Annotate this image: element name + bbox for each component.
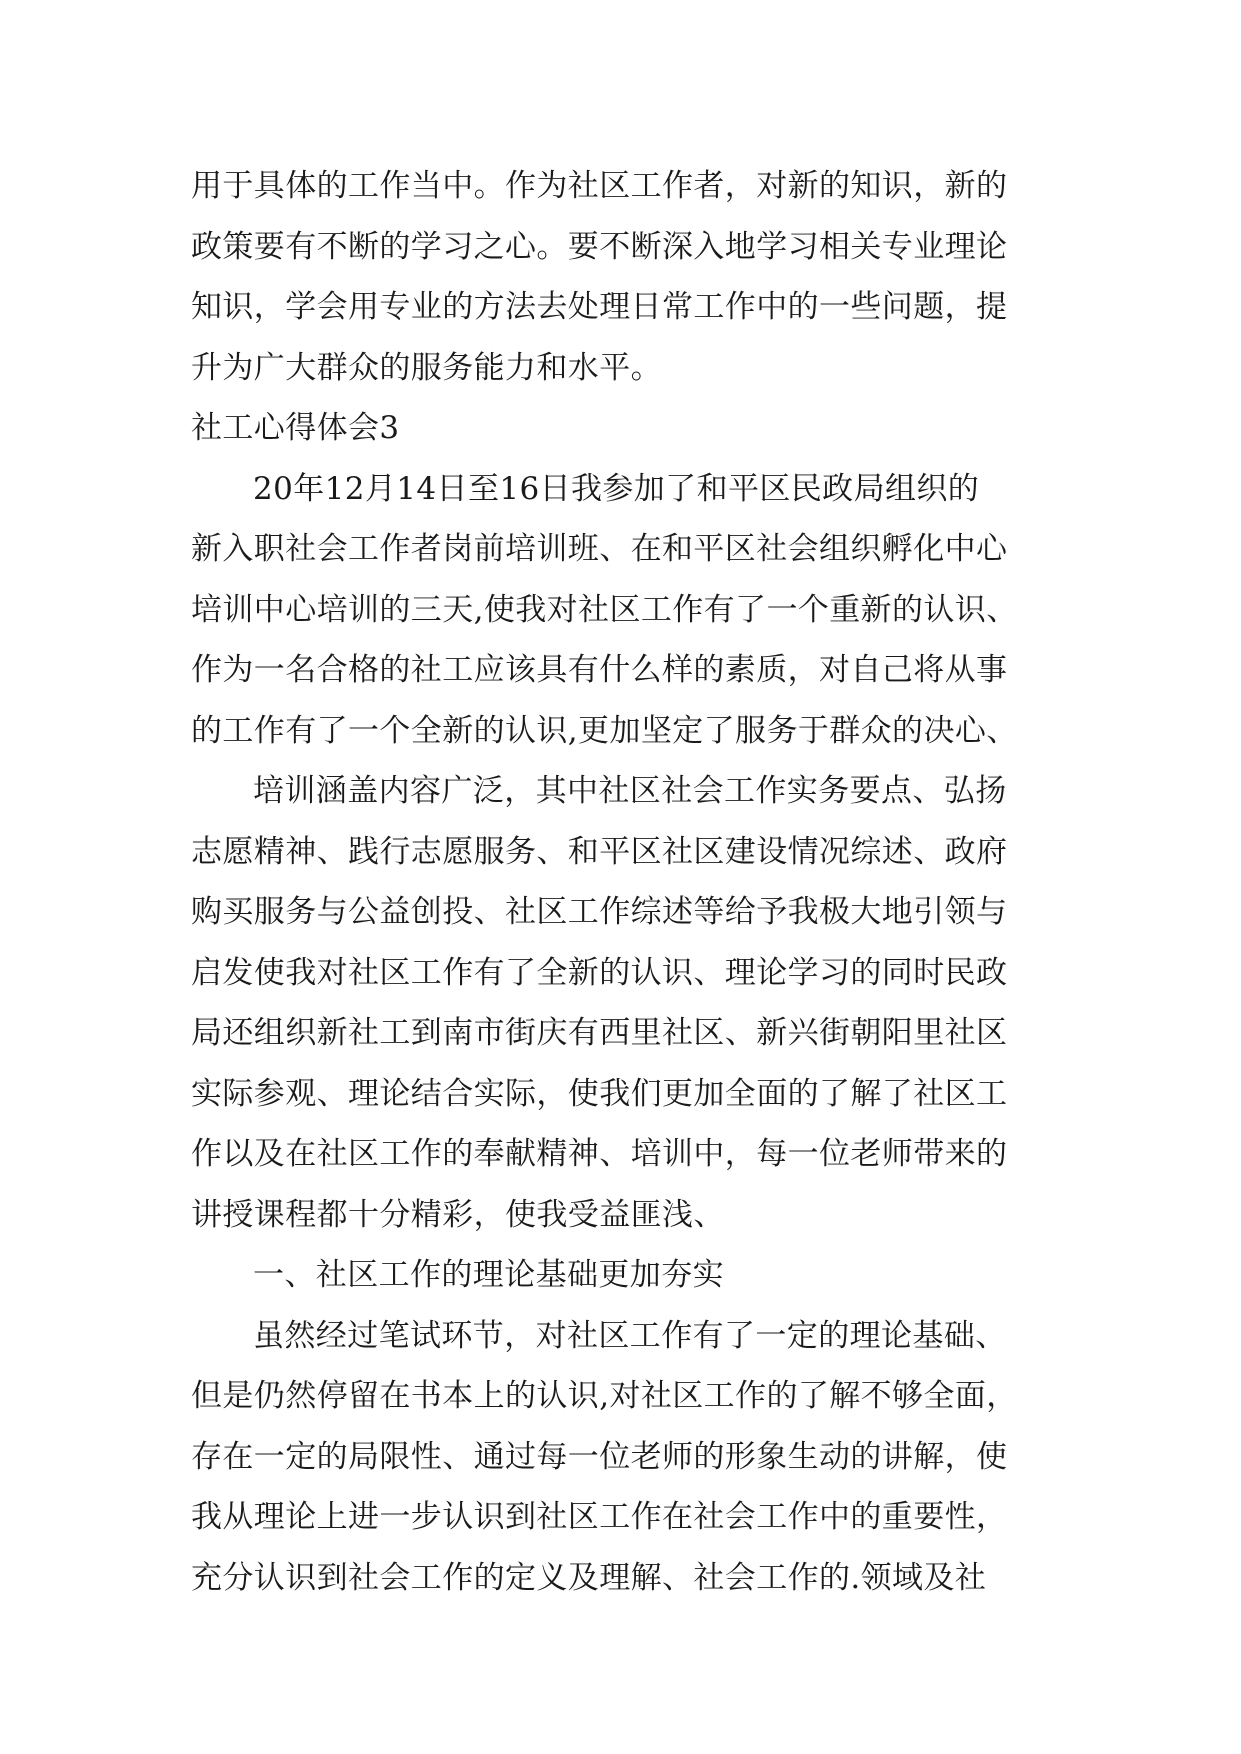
text-line: 的工作有了一个全新的认识,更加坚定了服务于群众的决心、 [191, 712, 1018, 749]
text-line: 新入职社会工作者岗前培训班、在和平区社会组织孵化中心 [191, 531, 1008, 567]
text-line: 用于具体的工作当中。作为社区工作者，对新的知识，新的 [191, 168, 1008, 204]
text-line: 虽然经过笔试环节，对社区工作有了一定的理论基础、 [253, 1317, 1007, 1354]
text-line: 但是仍然停留在书本上的认识,对社区工作的了解不够全面， [191, 1378, 1018, 1414]
text-line: 培训中心培训的三天,使我对社区工作有了一个重新的认识、 [191, 591, 1018, 628]
text-line: 启发使我对社区工作有了全新的认识、理论学习的同时民政 [191, 954, 1008, 991]
text-line: 存在一定的局限性、通过每一位老师的形象生动的讲解，使 [191, 1438, 1008, 1475]
subsection-heading: 一、社区工作的理论基础更加夯实 [253, 1257, 724, 1293]
text-line: 政策要有不断的学习之心。要不断深入地学习相关专业理论 [191, 228, 1008, 265]
text-line: 作以及在社区工作的奉献精神、培训中，每一位老师带来的 [191, 1136, 1008, 1172]
text-line: 充分认识到社会工作的定义及理解、社会工作的.领域及社 [191, 1559, 987, 1596]
text-line: 培训涵盖内容广泛，其中社区社会工作实务要点、弘扬 [253, 773, 1007, 809]
text-line: 局还组织新社工到南市街庆有西里社区、新兴街朝阳里社区 [191, 1015, 1008, 1051]
text-line: 我从理论上进一步认识到社区工作在社会工作中的重要性， [191, 1499, 1008, 1535]
text-line: 20年12月14日至16日我参加了和平区民政局组织的 [253, 470, 980, 507]
text-line: 作为一名合格的社工应该具有什么样的素质，对自己将从事 [191, 652, 1008, 688]
section-heading: 社工心得体会3 [191, 410, 400, 446]
text-line: 讲授课程都十分精彩，使我受益匪浅、 [191, 1196, 725, 1233]
text-line: 志愿精神、践行志愿服务、和平区社区建设情况综述、政府 [191, 833, 1008, 870]
text-line: 升为广大群众的服务能力和水平。 [191, 349, 662, 386]
document-body [191, 156, 1051, 1608]
text-line: 实际参观、理论结合实际，使我们更加全面的了解了社区工 [191, 1075, 1008, 1112]
text-line: 购买服务与公益创投、社区工作综述等给予我极大地引领与 [191, 894, 1008, 930]
text-line: 知识，学会用专业的方法去处理日常工作中的一些问题，提 [191, 289, 1008, 325]
